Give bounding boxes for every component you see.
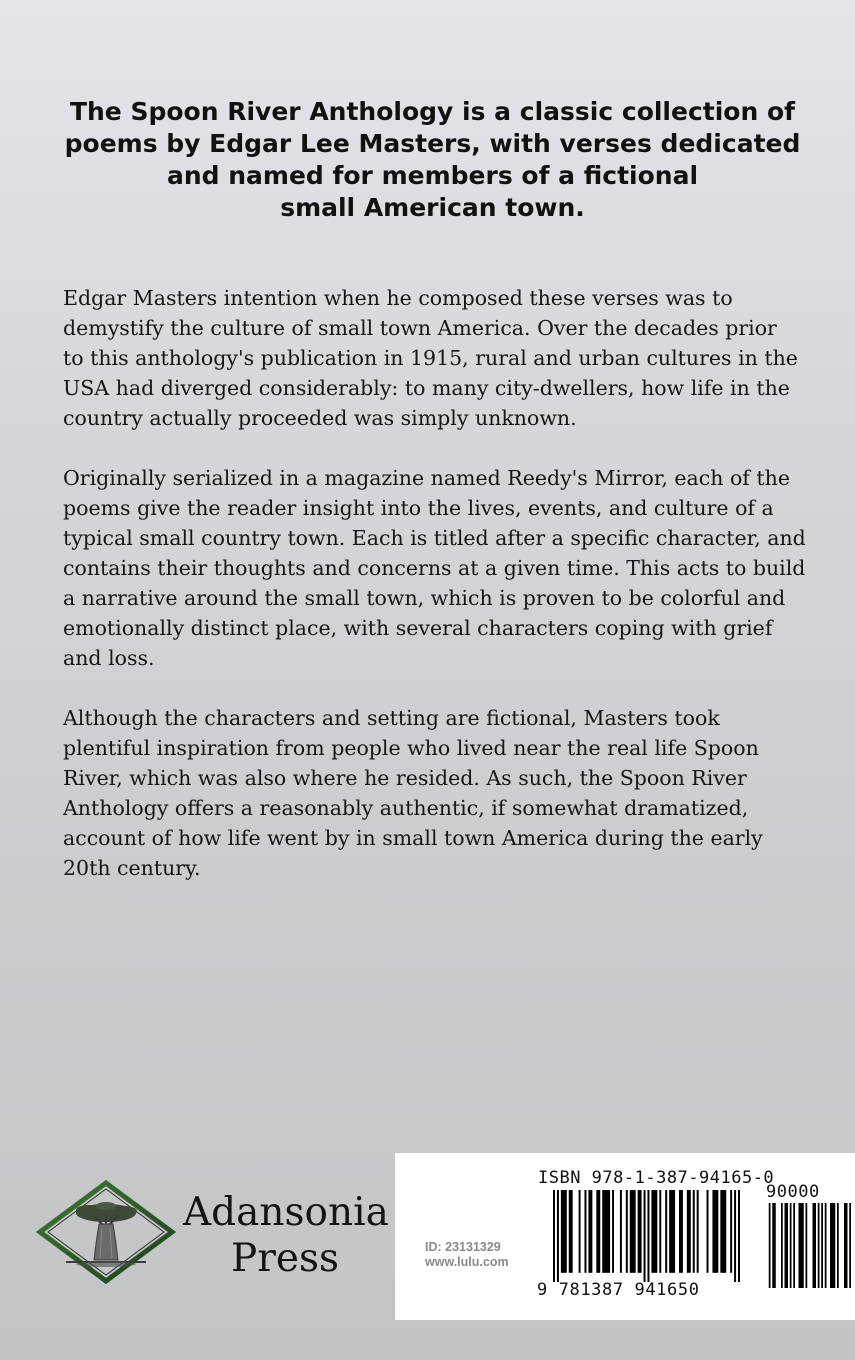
- paragraph-line: demystify the culture of small town America. Over the decades prior: [63, 316, 777, 340]
- barcode-bar: [630, 1190, 636, 1273]
- paragraph-line: account of how life went by in small town America during the early: [63, 826, 763, 850]
- barcode-bar: [693, 1190, 695, 1273]
- addon-barcode: [767, 1203, 851, 1288]
- paragraph-line: typical small country town. Each is titled after a specific character, and: [63, 526, 806, 550]
- barcode-bar: [651, 1190, 657, 1273]
- headline-line: small American town.: [280, 193, 585, 222]
- barcode-bar: [793, 1203, 795, 1288]
- barcode-bar: [781, 1203, 783, 1288]
- blurb-paragraph-1: [63, 283, 833, 433]
- barcode-bar: [837, 1203, 839, 1288]
- paragraph-line: USA had diverged considerably: to many city-dwellers, how life in the: [63, 376, 790, 400]
- barcode-bar: [638, 1190, 642, 1273]
- barcode-bar: [644, 1190, 646, 1282]
- barcode-bar: [738, 1190, 740, 1282]
- barcode-bar: [707, 1190, 709, 1273]
- barcode-bar: [799, 1203, 804, 1288]
- isbn-label: ISBN 978-1-387-94165-0: [538, 1168, 775, 1188]
- barcode-bar: [825, 1203, 827, 1288]
- barcode-bar: [647, 1190, 649, 1282]
- paragraph-line: 20th century.: [63, 856, 201, 880]
- barcode-bar: [659, 1190, 661, 1273]
- blurb-paragraph-3: [63, 703, 833, 883]
- barcode-bar: [712, 1190, 718, 1273]
- barcode-bar: [687, 1190, 691, 1273]
- barcode-bar: [844, 1203, 848, 1288]
- ean-digits: 9 781387 941650: [537, 1280, 700, 1300]
- barcode-bar: [830, 1203, 835, 1288]
- barcode-bar: [602, 1190, 610, 1273]
- paragraph-line: to this anthology's publication in 1915, rural and urban cultures in the: [63, 346, 798, 370]
- lulu-url: www.lulu.com: [425, 1255, 509, 1269]
- barcode-bar: [579, 1190, 581, 1273]
- barcode-bar: [620, 1190, 622, 1273]
- barcode-bar: [612, 1190, 614, 1273]
- ean-barcode: [553, 1190, 740, 1282]
- headline-line: poems by Edgar Lee Masters, with verses dedicated: [64, 129, 801, 158]
- paragraph-line: Originally serialized in a magazine named Reedy's Mirror, each of the: [63, 466, 790, 490]
- barcode-bar: [561, 1190, 567, 1273]
- barcode-bar: [569, 1190, 573, 1273]
- barcode-bar: [821, 1203, 823, 1288]
- barcode-bar: [806, 1203, 808, 1288]
- barcode-bar: [813, 1203, 817, 1288]
- barcode-bar: [626, 1190, 628, 1273]
- barcode-bar: [697, 1190, 699, 1273]
- blurb-paragraph-2: [63, 463, 833, 673]
- paragraph-line: emotionally distinct place, with several characters coping with grief: [63, 616, 773, 640]
- barcode-bar: [730, 1190, 732, 1273]
- barcode-bar: [596, 1190, 600, 1273]
- barcode-bar: [584, 1190, 586, 1273]
- publisher-name: [183, 1190, 389, 1282]
- paragraph-line: River, which was also where he resided. As such, the Spoon River: [63, 766, 747, 790]
- barcode-bar: [790, 1203, 792, 1288]
- paragraph-line: poems give the reader insight into the lives, events, and culture of a: [63, 496, 774, 520]
- paragraph-line: contains their thoughts and concerns at a given time. This acts to build: [63, 556, 806, 580]
- lulu-id: ID: 23131329: [425, 1240, 501, 1254]
- paragraph-line: country actually proceeded was simply unknown.: [63, 406, 577, 430]
- paragraph-line: plentiful inspiration from people who lived near the real life Spoon: [63, 736, 759, 760]
- barcode-bar: [720, 1190, 726, 1273]
- paragraph-line: and loss.: [63, 646, 155, 670]
- barcode-bar: [772, 1203, 776, 1288]
- paragraph-line: a narrative around the small town, which is proven to be colorful and: [63, 586, 786, 610]
- paragraph-line: Although the characters and setting are fictional, Masters took: [63, 706, 720, 730]
- barcode-bar: [669, 1190, 675, 1273]
- headline-line: and named for members of a fictional: [166, 161, 699, 190]
- publisher-name-line: Adansonia: [183, 1190, 389, 1235]
- barcode-bar: [679, 1190, 683, 1273]
- price-code: 90000: [766, 1182, 820, 1202]
- barcode-panel: [395, 1153, 855, 1320]
- barcode-bar: [588, 1190, 592, 1273]
- blurb-body: [63, 283, 833, 913]
- barcode-bar: [734, 1190, 736, 1282]
- barcode-bar: [553, 1190, 555, 1282]
- barcode-bar: [785, 1203, 789, 1288]
- paragraph-line: Edgar Masters intention when he composed these verses was to: [63, 286, 733, 310]
- barcode-bar: [849, 1203, 851, 1288]
- headline-line: The Spoon River Anthology is a classic collection of: [69, 97, 796, 126]
- baobab-tree-diamond-icon: [36, 1180, 176, 1284]
- barcode-bar: [769, 1203, 771, 1288]
- publisher-name-line: Press: [231, 1236, 339, 1281]
- back-cover-headline: [40, 96, 825, 224]
- barcode-bar: [557, 1190, 559, 1282]
- paragraph-line: Anthology offers a reasonably authentic, if somewhat dramatized,: [63, 796, 749, 820]
- barcode-bar: [665, 1190, 667, 1273]
- barcode-bar: [818, 1203, 820, 1288]
